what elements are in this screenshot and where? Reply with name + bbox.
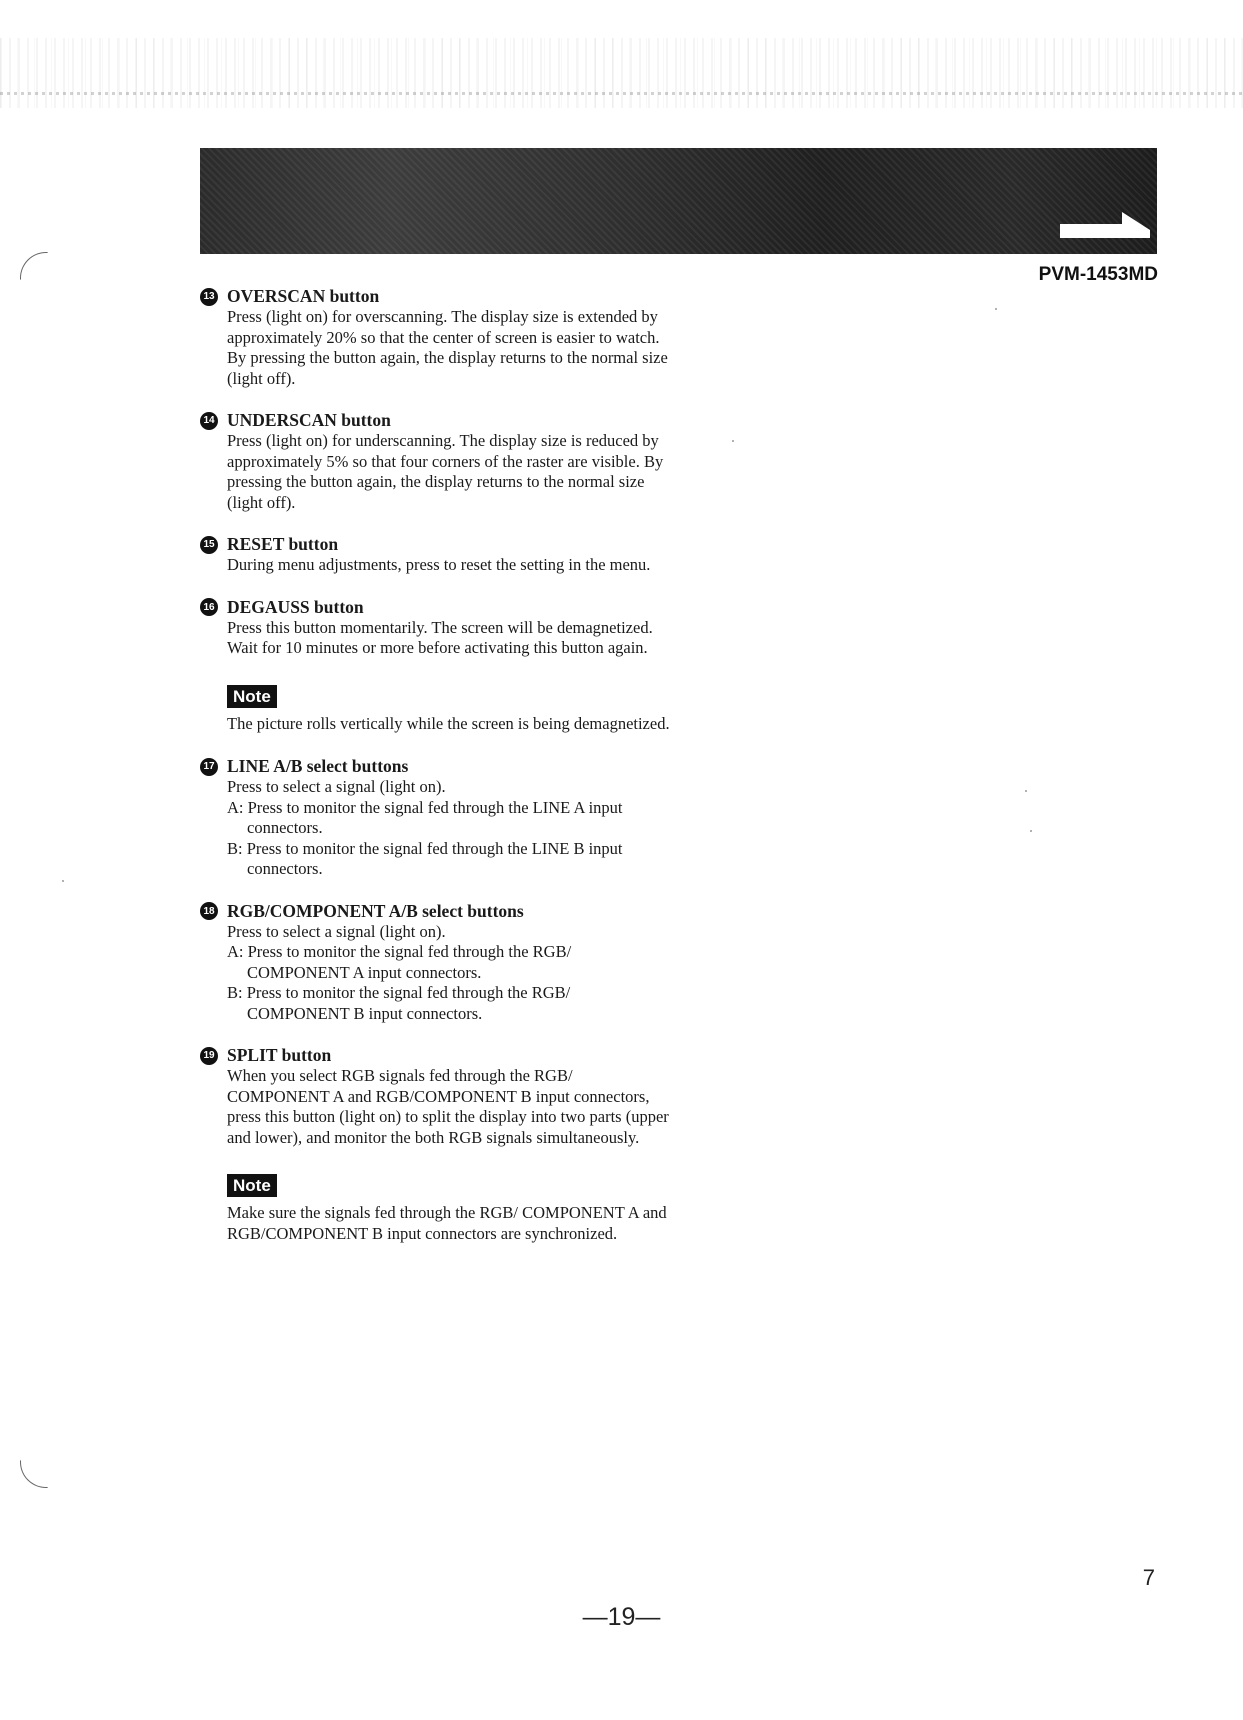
item-title: DEGAUSS button bbox=[227, 596, 364, 617]
item-heading bbox=[200, 286, 670, 307]
item-text: Press to select a signal (light on). bbox=[227, 921, 446, 941]
number-badge: 15 bbox=[200, 536, 218, 554]
item-title: OVERSCAN button bbox=[227, 286, 380, 306]
item-reset bbox=[200, 534, 670, 576]
item-line-ab bbox=[200, 756, 670, 880]
item-text: Press this button momentarily. The screen will be demagnetized. bbox=[227, 617, 653, 637]
item-heading bbox=[200, 901, 670, 922]
item-heading bbox=[200, 1045, 670, 1066]
option-a: A: Press to monitor the signal fed through the RGB/ COMPONENT A input connectors. bbox=[227, 942, 572, 982]
item-heading bbox=[200, 597, 670, 618]
note-degauss bbox=[227, 685, 670, 735]
item-text: Press (light on) for underscanning. The display size is reduced by approximately 5% so that four corners of the raster are visible. By pressing the button again, the display returns to the normal size (light off). bbox=[227, 431, 664, 512]
corner-mark-bottom-left bbox=[20, 1460, 48, 1488]
page-number-section: 7 bbox=[1142, 1565, 1155, 1590]
item-title: RGB/COMPONENT A/B select buttons bbox=[227, 900, 524, 921]
item-text: Press to select a signal (light on). bbox=[227, 777, 446, 796]
item-description bbox=[227, 431, 670, 513]
item-heading bbox=[200, 410, 670, 431]
note-split bbox=[227, 1174, 670, 1244]
scan-speck bbox=[732, 440, 734, 442]
item-title: LINE A/B select buttons bbox=[227, 756, 409, 776]
option-b: B: Press to monitor the signal fed through the RGB/ COMPONENT B input connectors. bbox=[227, 983, 571, 1023]
item-text: Press (light on) for overscanning. The display size is extended by approximately 20% so that the center of screen is easier to watch. By pressing the button again, the display returns to the normal size (light off). bbox=[227, 307, 668, 388]
main-content bbox=[200, 286, 670, 1266]
item-title: UNDERSCAN button bbox=[227, 410, 391, 430]
item-description bbox=[227, 1066, 670, 1148]
note-label: Note bbox=[227, 1174, 277, 1197]
header-band bbox=[200, 148, 1157, 254]
option-a: A: Press to monitor the signal fed through the LINE A input connectors. bbox=[227, 797, 623, 837]
item-rgb-component-ab bbox=[200, 901, 670, 1025]
arrow-right-icon bbox=[1060, 210, 1150, 242]
item-text: During menu adjustments, press to reset the setting in the menu. bbox=[227, 555, 651, 574]
item-description bbox=[227, 307, 670, 389]
corner-mark-top-left bbox=[20, 252, 48, 280]
item-heading bbox=[200, 534, 670, 555]
number-badge: 16 bbox=[200, 598, 218, 616]
scan-speck bbox=[62, 880, 64, 882]
note-label: Note bbox=[227, 685, 277, 708]
number-badge: 19 bbox=[200, 1047, 218, 1065]
note-text: Make sure the signals fed through the RGB/ COMPONENT A and RGB/COMPONENT B input connectors are synchronized. bbox=[227, 1203, 667, 1243]
item-text: When you select RGB signals fed through the RGB/ COMPONENT A and RGB/COMPONENT B input connectors, press this button (light on) to split the display into two parts (upper and lower), and monitor the both RGB signals simultaneously. bbox=[227, 1066, 669, 1147]
scan-speck bbox=[1025, 790, 1027, 792]
item-description bbox=[227, 777, 670, 880]
item-description bbox=[227, 555, 670, 576]
scan-speck bbox=[995, 308, 997, 310]
item-title: SPLIT button bbox=[227, 1045, 332, 1065]
item-description bbox=[227, 618, 670, 659]
item-title: RESET button bbox=[227, 534, 339, 554]
number-badge: 18 bbox=[200, 902, 218, 920]
scan-noise-top bbox=[0, 38, 1243, 108]
scan-speck bbox=[1030, 830, 1032, 832]
number-badge: 13 bbox=[200, 288, 218, 306]
item-heading bbox=[200, 756, 670, 777]
item-underscan bbox=[200, 410, 670, 513]
number-badge: 14 bbox=[200, 412, 218, 430]
item-degauss bbox=[200, 597, 670, 659]
option-b: B: Press to monitor the signal fed through the LINE B input connectors. bbox=[227, 838, 623, 878]
item-description bbox=[227, 922, 670, 1025]
item-overscan bbox=[200, 286, 670, 389]
item-split bbox=[200, 1045, 670, 1148]
page-number-manual: —19— bbox=[582, 1603, 661, 1631]
note-text: The picture rolls vertically while the screen is being demagnetized. bbox=[227, 713, 670, 733]
model-label: PVM-1453MD bbox=[1038, 264, 1158, 285]
scan-noise-line bbox=[0, 92, 1243, 95]
item-text: Wait for 10 minutes or more before activating this button again. bbox=[227, 638, 648, 657]
number-badge: 17 bbox=[200, 758, 218, 776]
